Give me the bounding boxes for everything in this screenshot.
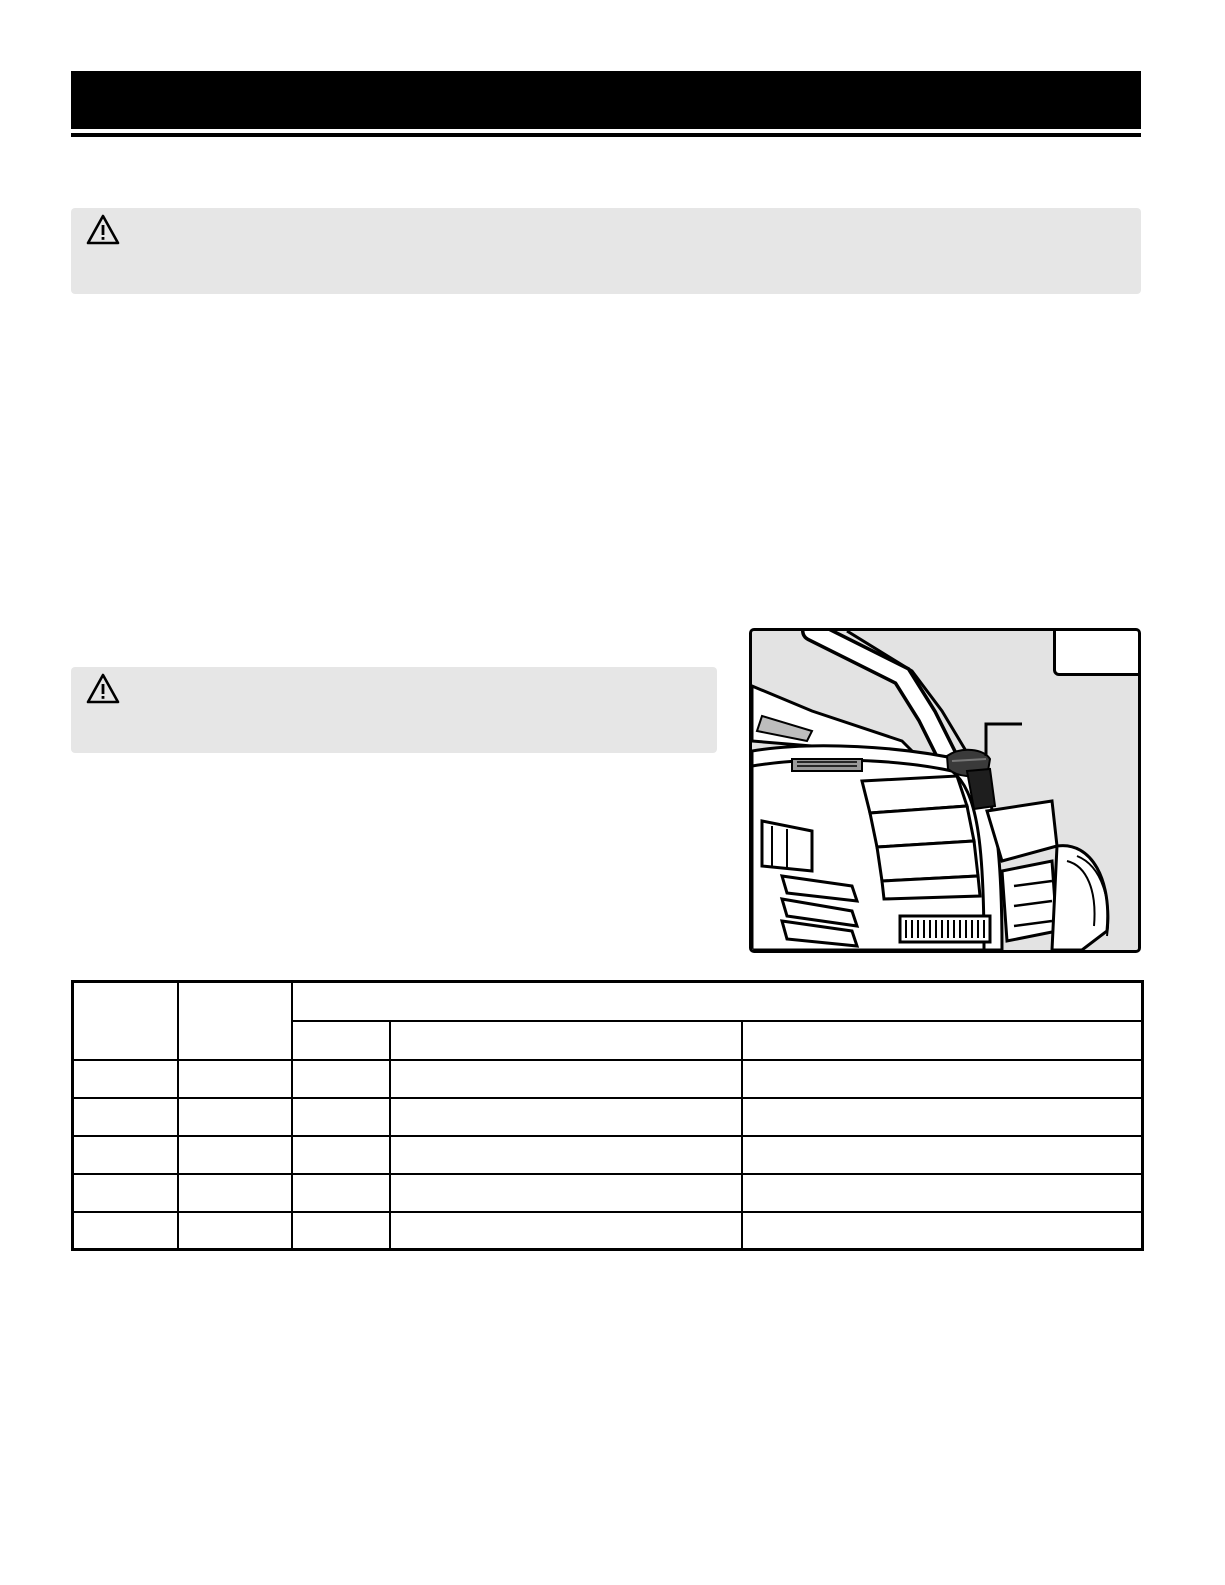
- table-row: [73, 1212, 1143, 1250]
- table-row: [73, 1060, 1143, 1098]
- table-cell: [390, 1212, 742, 1250]
- table-cell: [292, 1060, 390, 1098]
- table-cell: [390, 1136, 742, 1174]
- table-cell: [742, 1060, 1143, 1098]
- table-cell: [178, 1060, 292, 1098]
- table-header-cell: [390, 1021, 742, 1060]
- warning-notice-mid: [71, 667, 717, 753]
- table-header-cell: [73, 982, 178, 1060]
- table-cell: [73, 1098, 178, 1136]
- table-cell: [742, 1212, 1143, 1250]
- table-header-cell: [292, 1021, 390, 1060]
- table-header-cell: [742, 1021, 1143, 1060]
- table-cell: [73, 1060, 178, 1098]
- warning-notice-top: [71, 208, 1141, 294]
- header-rule: [71, 133, 1141, 137]
- table-header-cell: [178, 982, 292, 1060]
- table-cell: [292, 1174, 390, 1212]
- table-cell: [73, 1136, 178, 1174]
- table-cell: [742, 1174, 1143, 1212]
- table-cell: [390, 1174, 742, 1212]
- product-figure: [749, 628, 1141, 953]
- table-cell: [292, 1212, 390, 1250]
- table-row: [73, 1174, 1143, 1212]
- warning-triangle-icon: [85, 212, 121, 248]
- table-cell: [178, 1136, 292, 1174]
- table-cell: [742, 1098, 1143, 1136]
- specification-table: [71, 980, 1144, 1251]
- table-cell: [73, 1174, 178, 1212]
- table-cell: [292, 1136, 390, 1174]
- table-cell: [73, 1212, 178, 1250]
- table-cell: [178, 1098, 292, 1136]
- table-cell: [390, 1098, 742, 1136]
- table-cell: [292, 1098, 390, 1136]
- table-row: [73, 1098, 1143, 1136]
- table-cell: [390, 1060, 742, 1098]
- machine-illustration: [752, 631, 1138, 950]
- table-cell: [178, 1174, 292, 1212]
- table-header-cell: [292, 982, 1143, 1021]
- page-header-bar: [71, 71, 1141, 129]
- warning-triangle-icon: [85, 671, 121, 707]
- table-cell: [178, 1212, 292, 1250]
- figure-number-tag: [1053, 628, 1141, 676]
- table-header-row: [73, 982, 1143, 1021]
- table-row: [73, 1136, 1143, 1174]
- table-cell: [742, 1136, 1143, 1174]
